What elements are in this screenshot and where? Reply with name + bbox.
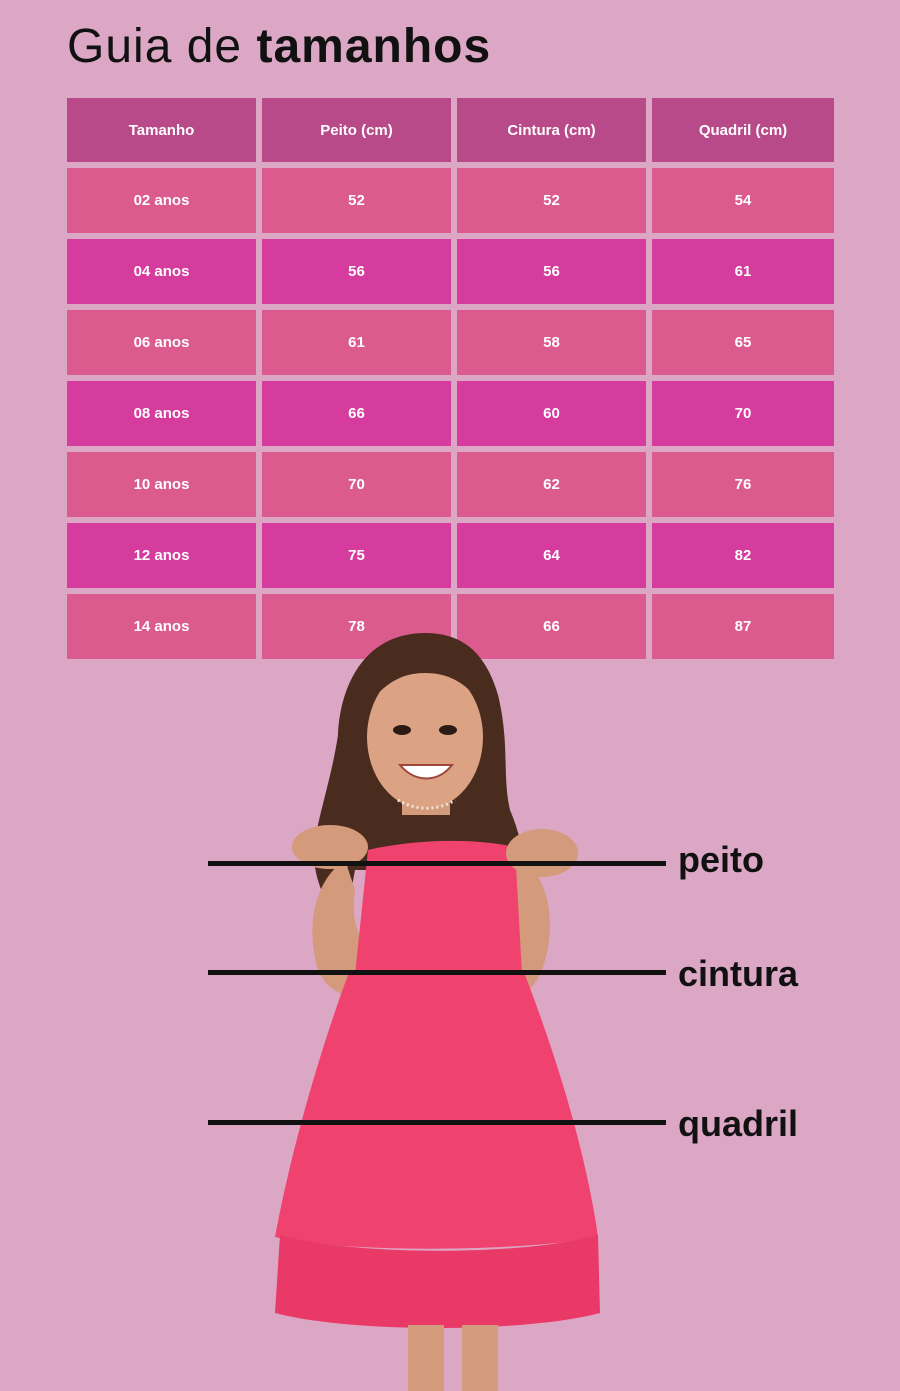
left-eye — [393, 725, 411, 735]
cell-hip: 82 — [652, 523, 834, 588]
size-table — [61, 92, 840, 665]
cell-waist: 56 — [457, 239, 646, 304]
cell-hip: 65 — [652, 310, 834, 375]
cell-chest: 52 — [262, 168, 451, 233]
chest-measure-line — [208, 861, 666, 866]
table-row — [67, 381, 834, 446]
cell-size: 12 anos — [67, 523, 256, 588]
cell-chest: 61 — [262, 310, 451, 375]
cell-waist: 60 — [457, 381, 646, 446]
table-row — [67, 168, 834, 233]
cell-size: 08 anos — [67, 381, 256, 446]
cell-chest: 70 — [262, 452, 451, 517]
cell-hip: 54 — [652, 168, 834, 233]
dress-skirt — [275, 975, 598, 1249]
cell-waist: 64 — [457, 523, 646, 588]
page-title — [67, 18, 491, 76]
table-row — [67, 310, 834, 375]
table-row — [67, 239, 834, 304]
cell-size: 02 anos — [67, 168, 256, 233]
cell-waist: 66 — [457, 594, 646, 659]
cell-waist: 62 — [457, 452, 646, 517]
right-hand — [506, 829, 578, 877]
cell-size: 04 anos — [67, 239, 256, 304]
cell-hip: 61 — [652, 239, 834, 304]
title-regular: Guia de — [67, 20, 257, 73]
table-row — [67, 452, 834, 517]
cell-hip: 70 — [652, 381, 834, 446]
cell-hip: 87 — [652, 594, 834, 659]
cell-size: 06 anos — [67, 310, 256, 375]
header-cintura: Cintura (cm) — [457, 98, 646, 162]
waist-label: cintura — [678, 953, 799, 994]
dress-skirt-tier — [275, 1235, 600, 1328]
model-photo — [180, 625, 660, 1391]
cell-chest: 66 — [262, 381, 451, 446]
cell-hip: 76 — [652, 452, 834, 517]
right-leg — [462, 1325, 498, 1391]
right-eye — [439, 725, 457, 735]
hip-measure-line — [208, 1120, 666, 1125]
cell-chest: 56 — [262, 239, 451, 304]
chest-label: peito — [678, 839, 764, 880]
title-bold: tamanhos — [256, 20, 492, 73]
cell-chest: 75 — [262, 523, 451, 588]
cell-waist: 52 — [457, 168, 646, 233]
table-header-row — [67, 98, 834, 162]
hip-label: quadril — [678, 1103, 799, 1144]
cell-size: 14 anos — [67, 594, 256, 659]
left-leg — [408, 1325, 444, 1391]
header-tamanho: Tamanho — [67, 98, 256, 162]
cell-waist: 58 — [457, 310, 646, 375]
header-quadril: Quadril (cm) — [652, 98, 834, 162]
waist-measure-line — [208, 970, 666, 975]
cell-chest: 78 — [262, 594, 451, 659]
table-row — [67, 523, 834, 588]
cell-size: 10 anos — [67, 452, 256, 517]
header-peito: Peito (cm) — [262, 98, 451, 162]
